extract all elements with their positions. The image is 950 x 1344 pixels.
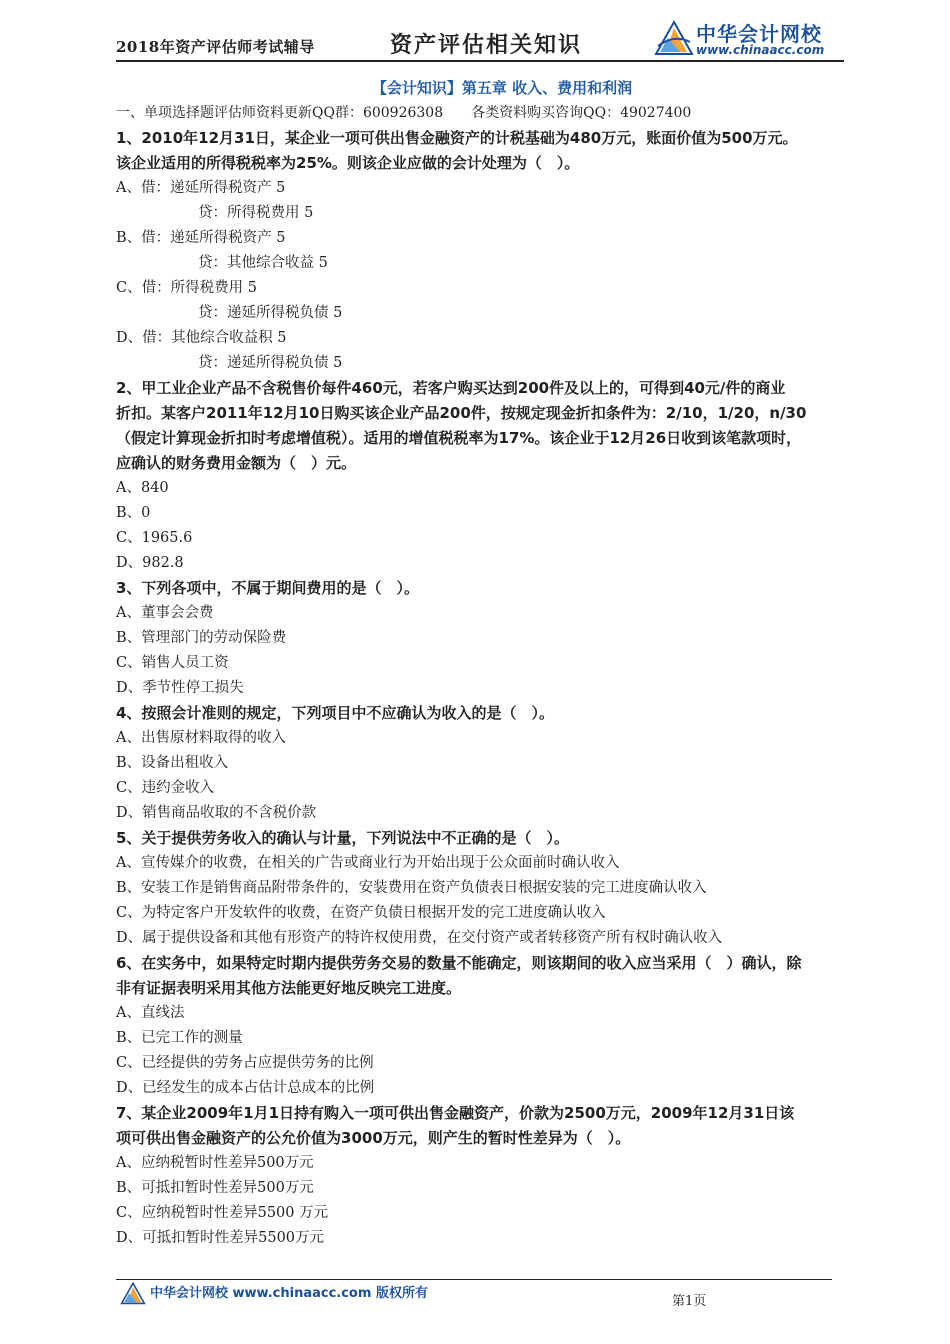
chinaacc-triangle-logo-icon — [654, 20, 694, 58]
answer-option: D、借：其他综合收益积 5 — [116, 330, 287, 346]
answer-option: C、销售人员工资 — [116, 655, 229, 671]
answer-option: B、借：递延所得税资产 5 — [116, 230, 286, 246]
chapter-title: 【会计知识】第五章 收入、费用和利润 — [371, 79, 633, 97]
answer-option: C、为特定客户开发软件的收费，在资产负债日根据开发的完工进度确认收入 — [116, 905, 606, 921]
answer-option: D、已经发生的成本占估计总成本的比例 — [116, 1080, 375, 1096]
answer-option: B、设备出租收入 — [116, 755, 229, 771]
page-header — [116, 18, 844, 60]
answer-option: D、季节性停工损失 — [116, 680, 244, 696]
page-footer — [116, 1272, 836, 1312]
answer-option-credit: 贷：递延所得税负债 5 — [198, 305, 343, 321]
document-body — [116, 76, 848, 1251]
footer-divider — [116, 1279, 832, 1280]
question-stem: 2、甲工业企业产品不含税售价每件460元，若客户购买达到200件及以上的，可得到40元/件的商业 — [116, 379, 786, 397]
answer-option: A、840 — [116, 480, 169, 496]
footer-copyright: 中华会计网校 www.chinaacc.com 版权所有 — [150, 1286, 428, 1301]
header-divider — [116, 60, 844, 62]
answer-option: A、借：递延所得税资产 5 — [116, 180, 286, 196]
logo-name: 中华会计网校 — [696, 22, 822, 46]
question-stem: 应确认的财务费用金额为（ ）元。 — [116, 454, 357, 472]
chinaacc-logo — [654, 18, 844, 58]
answer-option: A、出售原材料取得的收入 — [116, 730, 286, 746]
answer-option-credit: 贷：其他综合收益 5 — [198, 255, 328, 271]
subject-title: 资产评估相关知识 — [390, 32, 583, 58]
answer-option: C、已经提供的劳务占应提供劳务的比例 — [116, 1055, 374, 1071]
question-stem: 该企业适用的所得税税率为25%。则该企业应做的会计处理为（ ）。 — [116, 154, 580, 172]
section-heading: 一、单项选择题评估师资料更新QQ群：600926308 各类资料购买咨询QQ：49027400 — [116, 105, 692, 121]
answer-option: C、1965.6 — [116, 530, 193, 546]
answer-option: A、直线法 — [116, 1005, 185, 1021]
page-number: 第1页 — [672, 1294, 707, 1309]
answer-option: C、借：所得税费用 5 — [116, 280, 257, 296]
answer-option: A、宣传媒介的收费，在相关的广告或商业行为开始出现于公众面前时确认收入 — [116, 855, 620, 871]
answer-option: D、销售商品收取的不含税价款 — [116, 805, 317, 821]
answer-option: D、可抵扣暂时性差异5500万元 — [116, 1230, 325, 1246]
question-stem: 4、按照会计准则的规定，下列项目中不应确认为收入的是（ ）。 — [116, 704, 554, 722]
answer-option: A、董事会会费 — [116, 605, 214, 621]
question-stem: 折扣。某客户2011年12月10日购买该企业产品200件，按规定现金折扣条件为：2/10，1/20，n/30 — [116, 404, 807, 422]
answer-option-credit: 贷：所得税费用 5 — [198, 205, 314, 221]
answer-option: B、0 — [116, 505, 151, 521]
answer-option: C、违约金收入 — [116, 780, 215, 796]
answer-option: D、属于提供设备和其他有形资产的特许权使用费，在交付资产或者转移资产所有权时确认收入 — [116, 930, 723, 946]
answer-option: B、管理部门的劳动保险费 — [116, 630, 287, 646]
answer-option: B、安装工作是销售商品附带条件的，安装费用在资产负债表日根据安装的完工进度确认收入 — [116, 880, 707, 896]
question-stem: 3、下列各项中，不属于期间费用的是（ ）。 — [116, 579, 419, 597]
question-stem: 5、关于提供劳务收入的确认与计量，下列说法中不正确的是（ ）。 — [116, 829, 569, 847]
chinaacc-small-logo-icon — [120, 1282, 146, 1306]
question-stem: 6、在实务中，如果特定时期内提供劳务交易的数量不能确定，则该期间的收入应当采用（ ）确认，除 — [116, 954, 802, 972]
question-stem: 7、某企业2009年1月1日持有购入一项可供出售金融资产，价款为2500万元，2009年12月31日该 — [116, 1104, 795, 1122]
question-stem: 1、2010年12月31日，某企业一项可供出售金融资产的计税基础为480万元，账面价值为500万元。 — [116, 129, 798, 147]
answer-option-credit: 贷：递延所得税负债 5 — [198, 355, 343, 371]
question-stem: （假定计算现金折扣时考虑增值税）。适用的增值税税率为17%。该企业于12月26日收到该笔款项时， — [116, 429, 802, 447]
exam-guide-label: 2018年资产评估师考试辅导 — [116, 38, 315, 56]
question-stem: 项可供出售金融资产的公允价值为3000万元，则产生的暂时性差异为（ ）。 — [116, 1129, 631, 1147]
answer-option: A、应纳税暂时性差异500万元 — [116, 1155, 314, 1171]
answer-option: C、应纳税暂时性差异5500 万元 — [116, 1205, 329, 1221]
question-stem: 非有证据表明采用其他方法能更好地反映完工进度。 — [116, 979, 462, 997]
answer-option: B、已完工作的测量 — [116, 1030, 243, 1046]
answer-option: B、可抵扣暂时性差异500万元 — [116, 1180, 314, 1196]
logo-url: www.chinaacc.com — [696, 43, 825, 57]
answer-option: D、982.8 — [116, 555, 184, 571]
